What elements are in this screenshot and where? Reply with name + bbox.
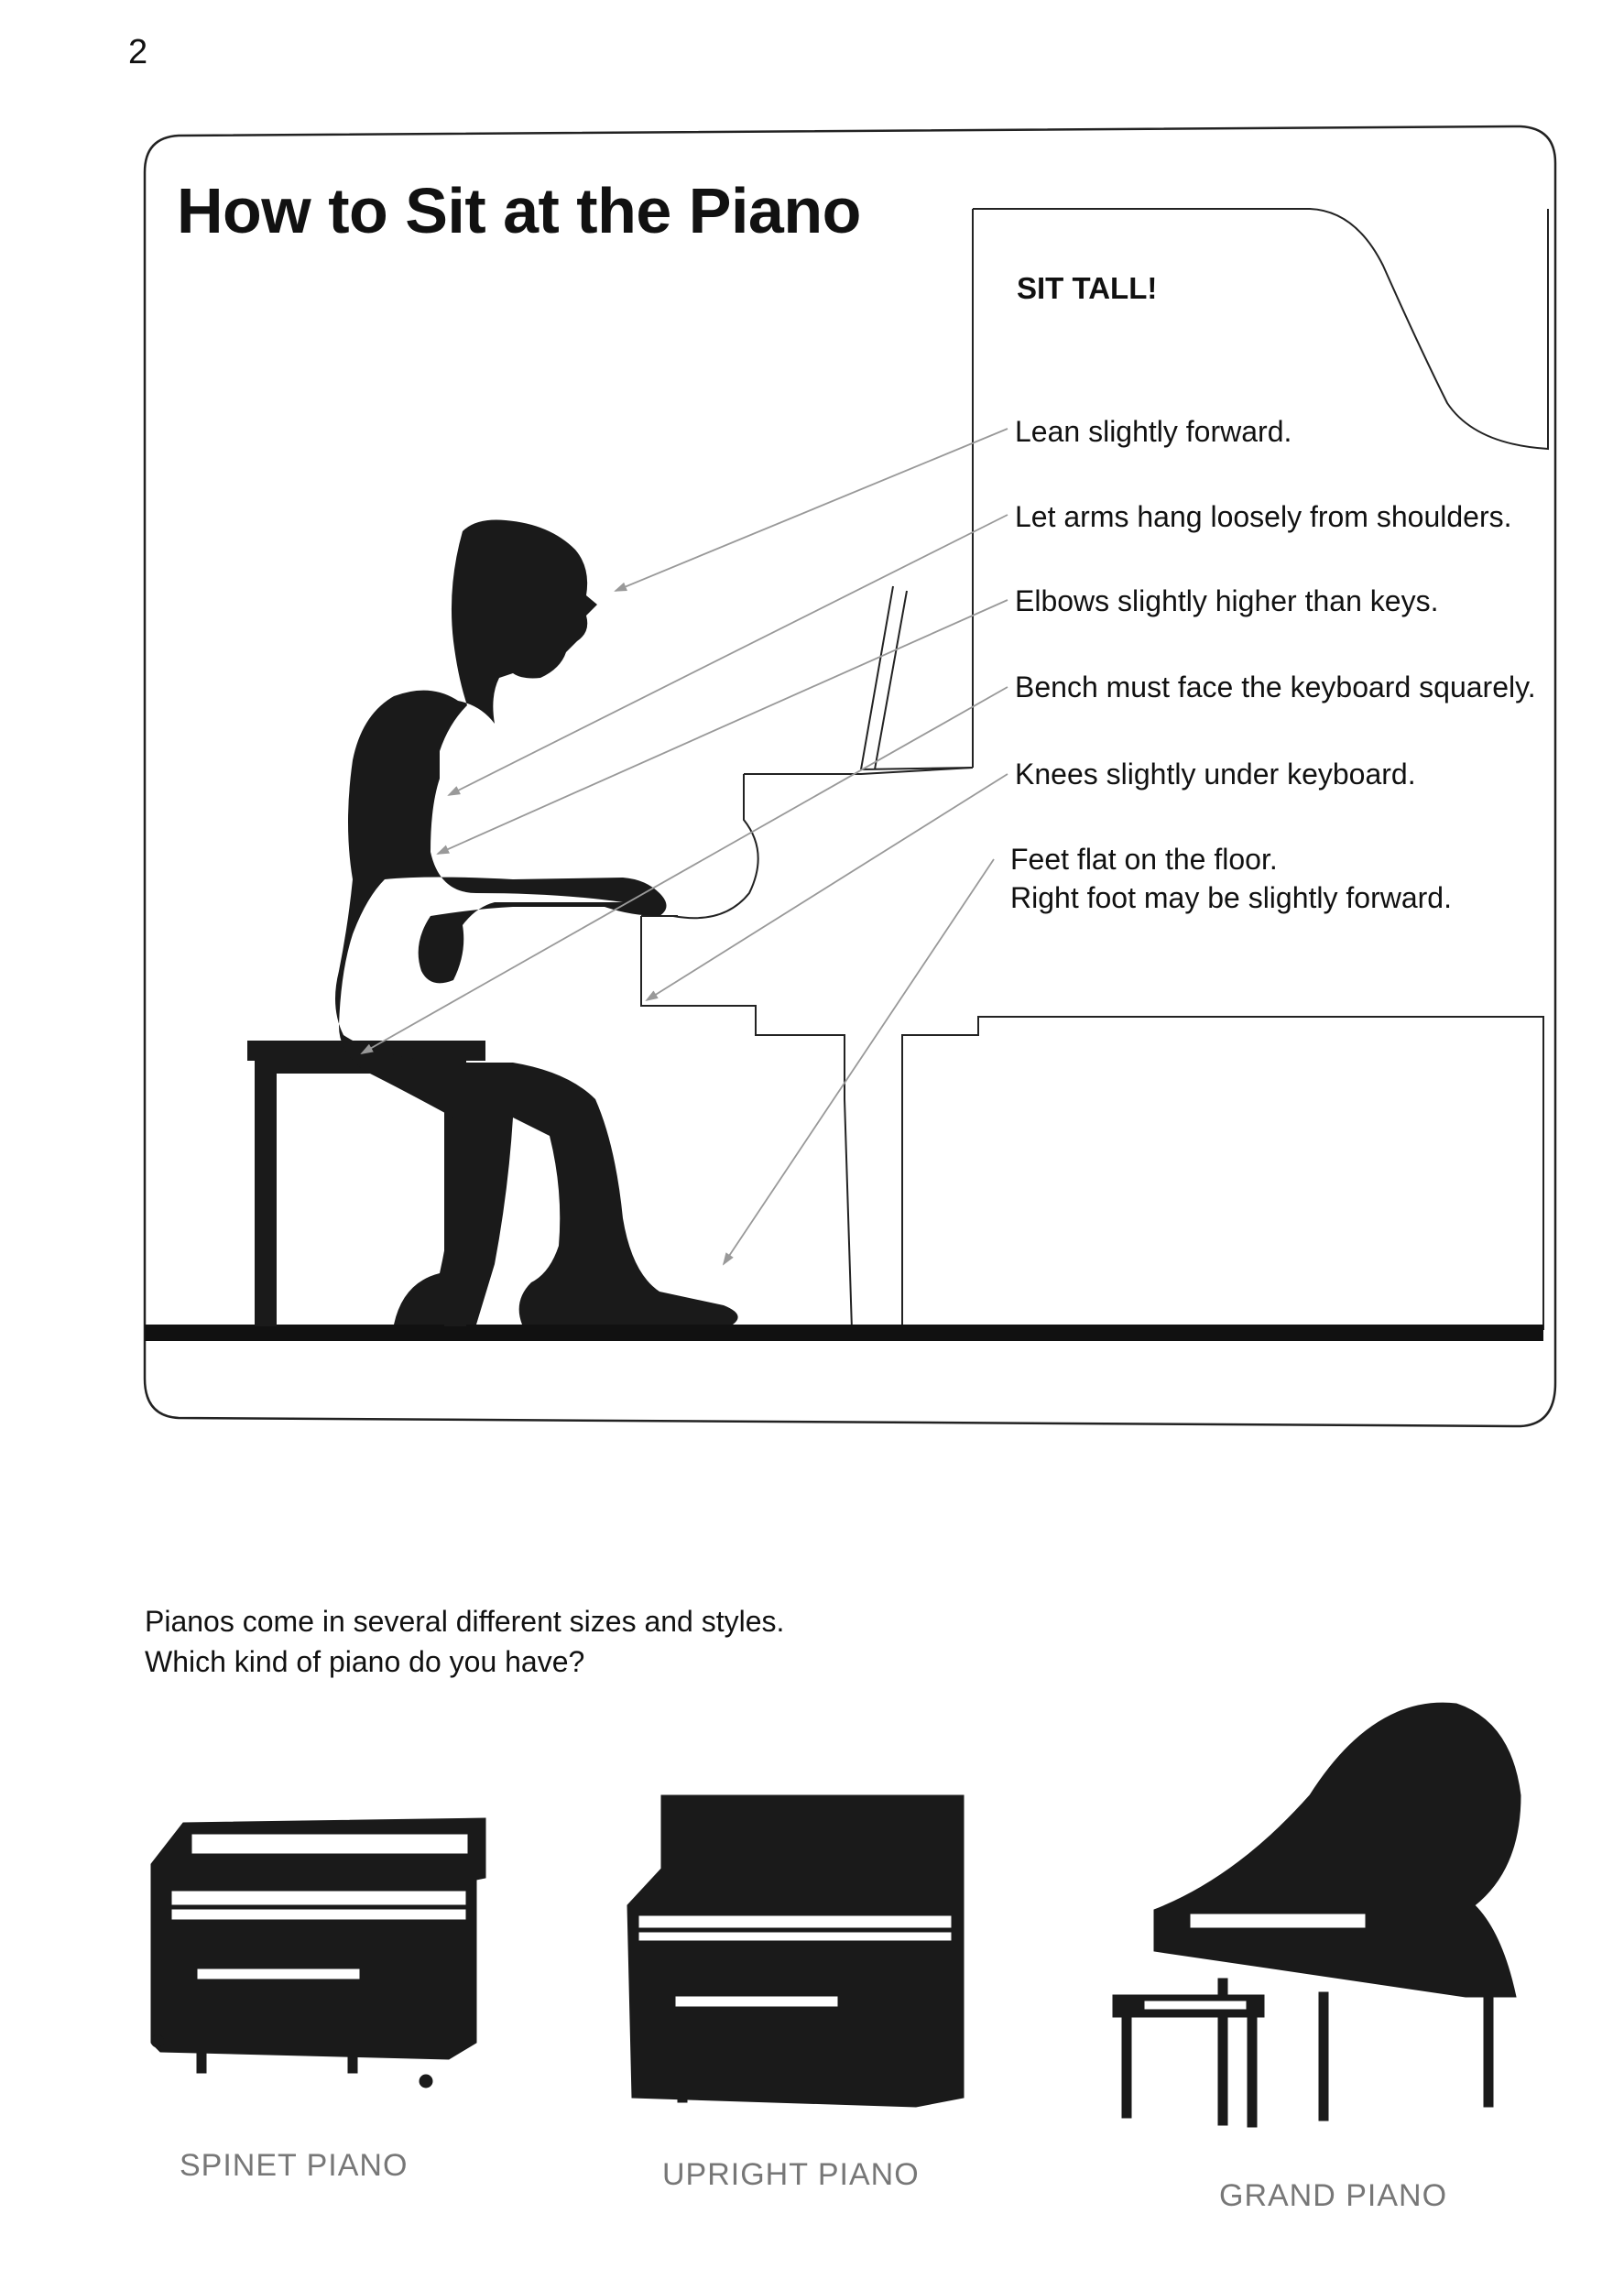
upright-piano-label: UPRIGHT PIANO — [662, 2157, 920, 2192]
tip-right-foot-forward: Right foot may be slightly forward. — [1010, 881, 1452, 914]
pianist-silhouette — [335, 520, 738, 1325]
tip-elbows-higher: Elbows slightly higher than keys. — [1015, 584, 1439, 617]
tip-arms-loose: Let arms hang loosely from shoulders. — [1015, 500, 1512, 533]
tip-lean-forward: Lean slightly forward. — [1015, 415, 1292, 448]
page-title: How to Sit at the Piano — [177, 175, 861, 246]
tip-feet-flat: Feet flat on the floor. — [1010, 843, 1278, 876]
sit-tall-heading: SIT TALL! — [1017, 271, 1158, 305]
spinet-piano-label: SPINET PIANO — [180, 2148, 409, 2183]
grand-piano-icon — [1113, 1703, 1520, 2127]
spinet-piano-icon — [151, 1818, 485, 2088]
intro-line-2: Which kind of piano do you have? — [145, 1645, 585, 1678]
floor-line — [145, 1325, 1543, 1341]
music-stand-outline — [861, 586, 973, 769]
tip-knees-under: Knees slightly under keyboard. — [1015, 758, 1416, 791]
upright-piano-icon — [627, 1795, 964, 2107]
intro-line-1: Pianos come in several different sizes and styles. — [145, 1605, 785, 1638]
page-number: 2 — [128, 33, 148, 71]
tip-bench-square: Bench must face the keyboard squarely. — [1015, 671, 1536, 703]
grand-piano-label: GRAND PIANO — [1219, 2178, 1448, 2213]
